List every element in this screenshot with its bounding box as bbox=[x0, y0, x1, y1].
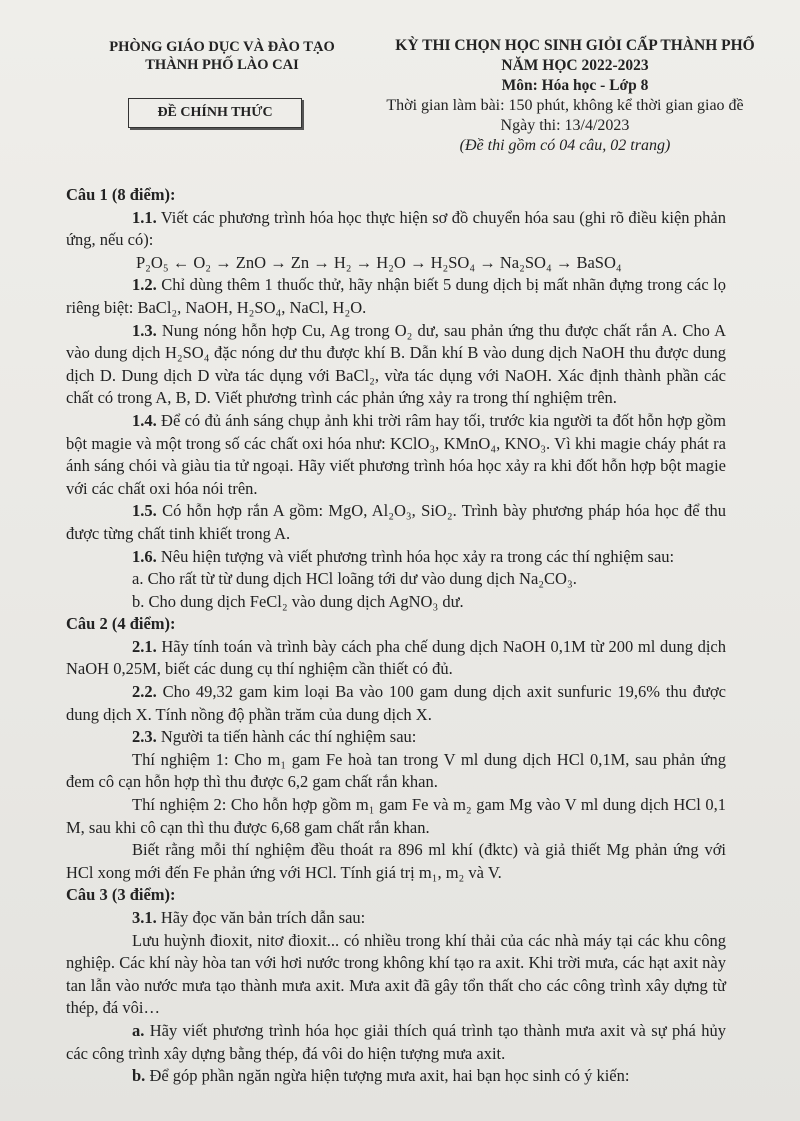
part-label: a. bbox=[132, 1020, 145, 1040]
section-number: 1.3. bbox=[132, 320, 157, 340]
section-number: 1.1. bbox=[132, 207, 157, 227]
section-text: Để có đủ ánh sáng chụp ảnh khi trời râm hay tối, trước kia người ta đốt hỗn hợp gồm bột magie và một trong số các chất oxi hóa như: KClO₃, KMnO₄, KNO₃. Vì khi magie cháy phát ra ánh sáng chói và giàu tia tử ngoại. Hãy viết phương trình hóa học xảy ra khi đốt hỗn hợp bột magie với các chất oxi hóa nói trên. bbox=[66, 410, 726, 498]
section-number: 2.2. bbox=[132, 682, 157, 702]
question-1-title: Câu 1 (8 điểm): bbox=[66, 185, 176, 204]
exam-info bbox=[345, 96, 785, 156]
department-line2: THÀNH PHỐ LÀO CAI bbox=[145, 57, 299, 73]
experiment-1: Thí nghiệm 1: Cho m₁ gam Fe hoà tan trong V ml dung dịch HCl 0,1M, sau phản ứng đem cô cạn hỗn hợp thì thu được 6,2 gam chất rắn khan. bbox=[66, 749, 726, 792]
section-number: 2.1. bbox=[132, 636, 157, 656]
section-number: 2.3. bbox=[132, 727, 157, 747]
section-number: 3.1. bbox=[132, 908, 157, 927]
part-text: Để góp phần ngăn ngừa hiện tượng mưa axit, hai bạn học sinh có ý kiến: bbox=[145, 1066, 630, 1086]
section-number: 1.6. bbox=[132, 546, 157, 566]
question-3-1b bbox=[66, 1065, 726, 1088]
department-line1: PHÒNG GIÁO DỤC VÀ ĐÀO TẠO bbox=[109, 39, 335, 55]
question-2-title: Câu 2 (4 điểm): bbox=[66, 614, 176, 634]
question-1-6b: b. Cho dung dịch FeCl₂ vào dung dịch AgNO₃ dư. bbox=[132, 591, 464, 611]
section-text: Viết các phương trình hóa học thực hiện sơ đồ chuyển hóa sau (ghi rõ điều kiện phản ứng, nếu có): bbox=[66, 207, 726, 250]
given-conditions: Biết rằng mỗi thí nghiệm đều thoát ra 896 ml khí (đktc) và giả thiết Mg phản ứng với HCl xong mới đến Fe phản ứng với HCl. Tính giá trị m₁, m₂ và V. bbox=[66, 840, 726, 882]
exam-body bbox=[66, 184, 726, 1088]
experiment-2: Thí nghiệm 2: Cho hỗn hợp gồm m₁ gam Fe và m₂ gam Mg vào V ml dung dịch HCl 0,1 M, sau khi cô cạn thì thu được 6,68 gam chất rắn khan. bbox=[66, 795, 726, 837]
reaction-chain: P₂O₅ ← O₂ → ZnO → Zn → H₂ → H₂O → H₂SO₄ → Na₂SO₄ → BaSO₄ bbox=[136, 252, 622, 272]
question-1-4 bbox=[66, 410, 726, 500]
question-2-2 bbox=[66, 681, 726, 726]
time-limit: Thời gian làm bài: 150 phút, không kể thời gian giao đề bbox=[386, 97, 744, 114]
section-text: Nung nóng hỗn hợp Cu, Ag trong O₂ dư, sau phản ứng thu được chất rắn A. Cho A vào dung dịch H₂SO₄ đặc nóng dư thu được khí B. Dẫn khí B vào dung dịch NaOH thu được dung dịch D. Dung dịch D vừa tác dụng với BaCl₂, vừa tác dụng với NaOH. Xác định thành phần các chất có trong A, B, D. Viết phương trình các phản ứng xảy ra trong thí nghiệm trên. bbox=[66, 320, 726, 408]
question-1-2 bbox=[66, 274, 726, 319]
section-number: 1.2. bbox=[132, 275, 157, 295]
exam-title: KỲ THI CHỌN HỌC SINH GIỎI CẤP THÀNH PHỐ bbox=[395, 37, 755, 54]
section-text: Người ta tiến hành các thí nghiệm sau: bbox=[156, 727, 417, 747]
section-number: 1.4. bbox=[132, 410, 157, 430]
question-2-3 bbox=[66, 726, 726, 749]
question-3-title: Câu 3 (3 điểm): bbox=[66, 885, 176, 905]
section-text: Hãy tính toán và trình bày cách pha chế dung dịch NaOH 0,1M từ 200 ml dung dịch NaOH 0,25M, biết các dung cụ thí nghiệm cần thiết có đủ. bbox=[66, 636, 726, 679]
part-label: b. bbox=[132, 1066, 146, 1086]
question-1-6 bbox=[66, 546, 726, 569]
question-3-1 bbox=[66, 907, 726, 930]
subject: Môn: Hóa học - Lớp 8 bbox=[501, 77, 649, 94]
school-year: NĂM HỌC 2022-2023 bbox=[501, 57, 649, 74]
question-1-6a: a. Cho rất từ từ dung dịch HCl loãng tới dư vào dung dịch Na₂CO₃. bbox=[132, 569, 577, 589]
question-1-5 bbox=[66, 500, 726, 545]
question-1-3 bbox=[66, 320, 726, 410]
exam-date: Ngày thi: 13/4/2023 bbox=[500, 117, 630, 134]
section-text: Chỉ dùng thêm 1 thuốc thử, hãy nhận biết 5 dung dịch bị mất nhãn đựng trong các lọ riêng biệt: BaCl₂, NaOH, H₂SO₄, NaCl, H₂O. bbox=[66, 275, 726, 317]
section-text: Hãy đọc văn bản trích dẫn sau: bbox=[156, 908, 366, 927]
official-label: ĐỀ CHÍNH THỨC bbox=[128, 98, 302, 128]
section-text: Cho 49,32 gam kim loại Ba vào 100 gam dung dịch axit sunfuric 19,6% thu được dung dịch X. Tính nồng độ phần trăm của dung dịch X. bbox=[66, 682, 726, 724]
section-text: Có hỗn hợp rắn A gồm: MgO, Al₂O₃, SiO₂. Trình bày phương pháp hóa học để thu được từng chất tinh khiết trong A. bbox=[66, 501, 726, 543]
exam-header bbox=[360, 36, 790, 96]
section-number: 1.5. bbox=[132, 501, 157, 521]
section-text: Nêu hiện tượng và viết phương trình hóa học xảy ra trong các thí nghiệm sau: bbox=[156, 546, 675, 566]
question-3-1a bbox=[66, 1020, 726, 1065]
department-header bbox=[82, 38, 362, 74]
question-1-1 bbox=[66, 207, 726, 252]
question-2-1 bbox=[66, 636, 726, 681]
quoted-passage: Lưu huỳnh đioxit, nitơ đioxit... có nhiều trong khí thải của các nhà máy tại các khu công nghiệp. Các khí này hòa tan với hơi nước trong không khí tạo ra axit. Khi trời mưa, các hạt axit này tan lẫn vào nước mưa tạo thành mưa axit. Mưa axit đã gây tổn thất cho các công trình xây dựng từ thép, đá vôi… bbox=[66, 930, 726, 1018]
part-text: Hãy viết phương trình hóa học giải thích quá trình tạo thành mưa axit và sự phá hủy các công trình xây dựng bằng thép, đá vôi do hiện tượng mưa axit. bbox=[66, 1020, 726, 1063]
page-note: (Đề thi gồm có 04 câu, 02 trang) bbox=[459, 137, 671, 154]
